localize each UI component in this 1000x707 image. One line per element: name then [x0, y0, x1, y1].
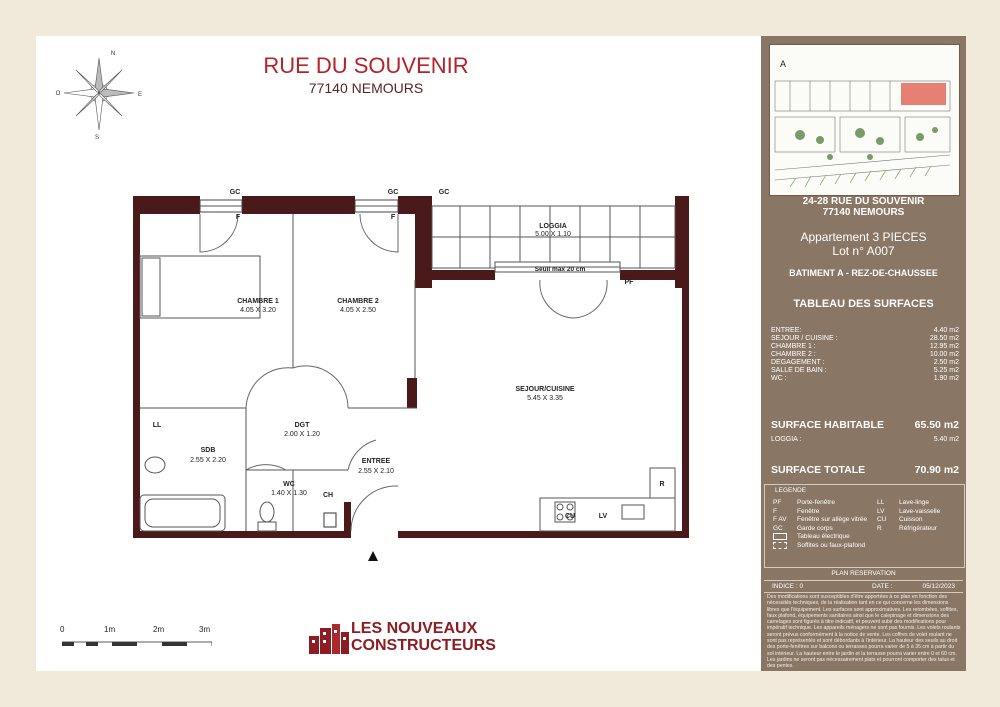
- apartment-type: Appartement 3 PIECES: [800, 230, 927, 244]
- sdb-name: SDB: [200, 447, 216, 454]
- dgt-name: DGT: [294, 422, 310, 429]
- site-map-drawing: [770, 45, 959, 195]
- electric-panel-icon: [773, 533, 787, 540]
- brand-logo: [309, 620, 509, 654]
- indice-label: INDICE : 0: [772, 583, 804, 590]
- gc-label-2: GC: [387, 189, 399, 196]
- brand-line2: CONSTRUCTEURS: [351, 637, 496, 654]
- index-row: [764, 580, 963, 593]
- wall-top-left: [133, 196, 200, 214]
- scale-2m: 2m: [153, 625, 165, 634]
- cu-label: CU: [564, 513, 576, 520]
- date-label: DATE :: [872, 583, 893, 590]
- site-map-frame: [761, 36, 966, 196]
- legend-title: LEGENDE: [775, 487, 807, 494]
- entry-arrow-icon: [368, 551, 378, 561]
- site-map: [769, 44, 960, 196]
- batiment-label: BATIMENT A - REZ-DE-CHAUSSEE: [789, 268, 938, 278]
- surface-row: SEJOUR / CUISINE : 28.50 m2: [771, 335, 959, 342]
- surface-totale: SURFACE TOTALE 70.90 m2: [771, 464, 959, 476]
- chambre1-dim: 4.05 X 3.20: [240, 307, 276, 314]
- brand-line1: LES NOUVEAUX: [351, 620, 478, 637]
- chambre2-name: CHAMBRE 2: [337, 298, 379, 305]
- compass-n: N: [110, 51, 116, 57]
- lv-label: LV: [598, 513, 608, 520]
- surface-habitable: SURFACE HABITABLE 65.50 m2: [771, 419, 959, 431]
- wc-dim: 1.40 X 1.30: [271, 490, 307, 497]
- entree-dim: 2.55 X 2.10: [358, 468, 394, 475]
- f-label-2: F: [390, 214, 396, 221]
- surface-row: SALLE DE BAIN : 5.25 m2: [771, 367, 959, 374]
- legend-box: LEGENDE PF F F AV GC Porte-fenêtre Fenêtre Fenêtre sur allège vitrée Garde corps Tableau électrique Soffites ou faux-plafond LL LV CU R Lave-linge Lave-vaisselle Cuisson Réfrigérateur: [764, 484, 965, 568]
- loggia-row: LOGGIA : 5.40 m2: [771, 436, 959, 443]
- compass-s: S: [94, 135, 100, 141]
- surface-row: DEGAGEMENT : 2.50 m2: [771, 359, 959, 366]
- surface-row: ENTREE: 4.40 m2: [771, 327, 959, 334]
- ll-label: LL: [152, 422, 162, 429]
- scale-0: 0: [60, 625, 65, 634]
- panel-address2: 77140 NEMOURS: [822, 207, 905, 218]
- wall-left: [133, 196, 140, 538]
- sejour-dim: 5.45 X 3.35: [527, 395, 563, 402]
- chambre1-name: CHAMBRE 1: [237, 298, 279, 305]
- disclaimer-text: Des modifications sont susceptibles d'être apportées à ce plan en fonction des nécessités techniques, de la réalisation tant en ce qui concerne les dimensions libres que l'équipement. Les surfaces sont approximatives. Les retombées, soffites, faux plafond, équipements sanitaires ainsi que le calepinage et dimensions des carrelages sont figurés à titre indicatif, et peuvent subir des modifications pour impératif technique. Les appareils ménagers ne sont pas fournis. Les volets roulants seront prévus conformément à la notice de vente. Les coffres de volet roulant ne sont pas représentés et sont débordants à l'intérieur. La hauteur des seuils au droit des porte-fenêtres sur balcons ou terrasses pourra varier de 5 à 35 cm à partir du sol intérieur. La hauteur entre le jardin et la terrasse pourra varier entre 0 et 60 cm. Les jardins ne seront pas nécessairement plats et pourront comporter des talus et des pentes.: [767, 594, 961, 670]
- scale-3m: 3m: [199, 625, 211, 634]
- buildings-logo-icon: [309, 622, 349, 654]
- compass-e: E: [137, 92, 143, 98]
- street-title: RUE DU SOUVENIR: [263, 53, 469, 78]
- date-value: 05/12/2023: [922, 583, 955, 590]
- surface-row: CHAMBRE 1 : 12.95 m2: [771, 343, 959, 350]
- wall-pillar: [407, 378, 417, 408]
- info-panel: [761, 36, 966, 671]
- plan-sheet: [36, 36, 966, 671]
- ch-label: CH: [322, 492, 334, 499]
- wall-entry-jamb: [344, 502, 351, 538]
- wc-name: WC: [283, 481, 295, 488]
- pf-label: PF: [624, 279, 634, 286]
- r-label: R: [659, 481, 665, 488]
- entree-name: ENTREE: [361, 458, 391, 465]
- map-label: A: [780, 59, 787, 69]
- panel-address1: 24-28 RUE DU SOUVENIR: [802, 196, 925, 207]
- compass-o: O: [55, 91, 61, 97]
- soffit-icon: [773, 542, 787, 549]
- f-label-1: F: [235, 214, 241, 221]
- scale-1m: 1m: [104, 625, 116, 634]
- wall-top-mid: [242, 196, 355, 214]
- plan-label: PLAN RESERVATION: [831, 570, 896, 577]
- loggia-name: LOGGIA: [539, 223, 567, 230]
- wall-bottom-left: [133, 531, 351, 538]
- wall-bottom-right: [398, 531, 689, 538]
- wall-living-top-left: [415, 270, 495, 280]
- surfaces-table-title: TABLEAU DES SURFACES: [793, 298, 934, 310]
- city-subtitle: 77140 NEMOURS: [308, 80, 424, 96]
- gc-label-1: GC: [229, 189, 241, 196]
- loggia-dim: 5.00 X 1.10: [535, 231, 571, 238]
- scale-ruler: [62, 640, 212, 646]
- threshold-label: Seuil max 20 cm: [534, 266, 586, 273]
- surface-row: WC : 1.90 m2: [771, 375, 959, 382]
- floor-plan: [36, 36, 736, 576]
- dgt-dim: 2.00 X 1.20: [284, 431, 320, 438]
- gc-label-3: GC: [438, 189, 450, 196]
- chambre2-dim: 4.05 X 2.50: [340, 307, 376, 314]
- lot-number: Lot n° A007: [832, 244, 895, 258]
- surfaces-table: [771, 327, 959, 383]
- surface-row: CHAMBRE 2 : 10.00 m2: [771, 351, 959, 358]
- sdb-dim: 2.55 X 2.20: [190, 457, 226, 464]
- panel-body: [761, 196, 966, 671]
- sejour-name: SEJOUR/CUISINE: [515, 386, 575, 393]
